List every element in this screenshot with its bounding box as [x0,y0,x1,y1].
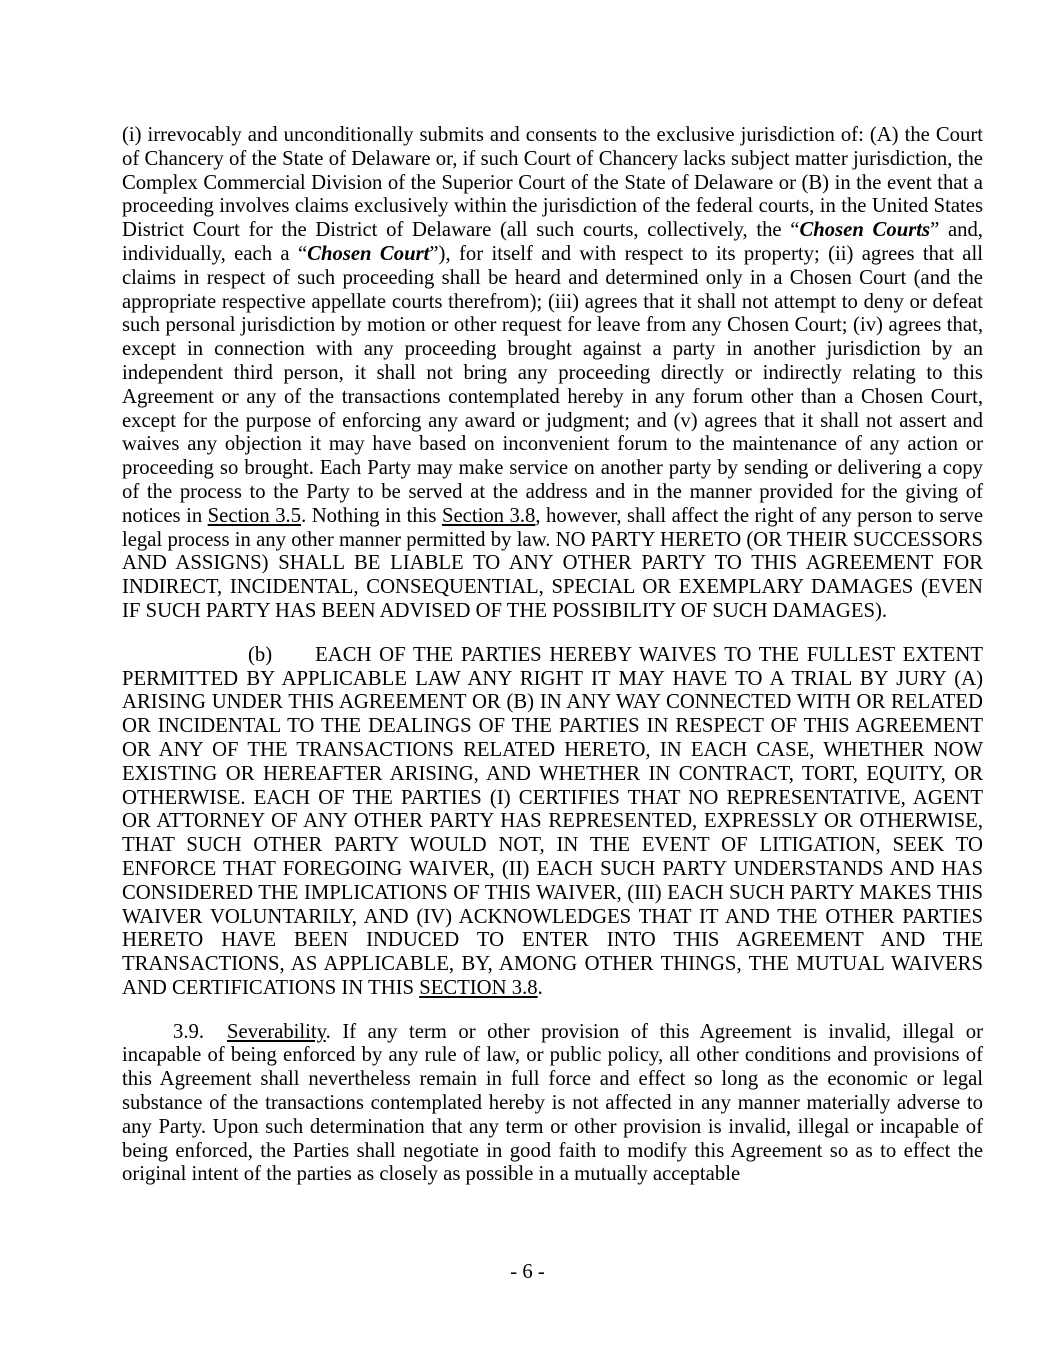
section-3-5-reference: Section 3.5 [207,504,302,527]
paragraph-jury-waiver [122,644,983,1001]
section-3-8-caps-reference: SECTION 3.8 [419,976,538,999]
tab-spacer [204,1037,227,1038]
defined-term-chosen-court: Chosen Court [307,242,430,265]
page-number: - 6 - [510,1261,545,1283]
jurisdiction-between-terms-text: ” and, individually, each a “ [122,219,983,265]
severability-body-text: . If any term or other provision of this Agreement is invalid, illegal or incapable of being enforced by any rule of law, or public policy, all other conditions and provisions of this Agreement shall nevertheless remain in full force and effect so long as the economic or legal substance of the transactions contemplated hereby is not affected in any manner materially adverse to any Party. Upon such determination that any term or other provision is invalid, illegal or incapable of being enforced, the Parties shall negotiate in good faith to modify this Agreement so as to effect the original intent of the parties as closely as possible in a mutually acceptable [122,1020,983,1186]
clause-label-b: (b) [248,643,273,666]
document-body [122,124,983,1187]
section-3-8-reference: Section 3.8 [441,504,536,527]
jurisdiction-after-3-5-text: . Nothing in this [301,504,442,527]
paragraph-jurisdiction-submission [122,124,983,624]
severability-heading: Severability [227,1020,326,1043]
jury-waiver-body-text: EACH OF THE PARTIES HEREBY WAIVES TO THE FULLEST EXTENT PERMITTED BY APPLICABLE LAW ANY RIGHT IT MAY HAVE TO A TRIAL BY JURY (A) ARISING UNDER THIS AGREEMENT OR (B) IN ANY WAY CONNECTED WITH OR RELATED OR INCIDENTAL TO THE DEALINGS OF THE PARTIES IN RESPECT OF THIS AGREEMENT OR ANY OF THE TRANSACTIONS RELATED HERETO, IN EACH CASE, WHETHER NOW EXISTING OR HEREAFTER ARISING, AND WHETHER IN CONTRACT, TORT, EQUITY, OR OTHERWISE. EACH OF THE PARTIES (I) CERTIFIES THAT NO REPRESENTATIVE, AGENT OR ATTORNEY OF ANY OTHER PARTY HAS REPRESENTED, EXPRESSLY OR OTHERWISE, THAT SUCH OTHER PARTY WOULD NOT, IN THE EVENT OF LITIGATION, SEEK TO ENFORCE THAT FOREGOING WAIVER, (II) EACH SUCH PARTY UNDERSTANDS AND HAS CONSIDERED THE IMPLICATIONS OF THIS WAIVER, (III) EACH SUCH PARTY MAKES THIS WAIVER VOLUNTARILY, AND (IV) ACKNOWLEDGES THAT IT AND THE OTHER PARTIES HERETO HAVE BEEN INDUCED TO ENTER INTO THIS AGREEMENT AND THE TRANSACTIONS, AS APPLICABLE, BY, AMONG OTHER THINGS, THE MUTUAL WAIVERS AND CERTIFICATIONS IN THIS [122,643,983,999]
paragraph-severability [122,1021,983,1188]
tab-spacer [272,660,315,661]
jurisdiction-tail-text: , however, shall affect the right of any person to serve legal process in any other manner permitted by law. NO PARTY HERETO (OR THEIR SUCCESSORS AND ASSIGNS) SHALL BE LIABLE TO ANY OTHER PARTY TO THIS AGREEMENT FOR INDIRECT, INCIDENTAL, CONSEQUENTIAL, SPECIAL OR EXEMPLARY DAMAGES (EVEN IF SUCH PARTY HAS BEEN ADVISED OF THE POSSIBILITY OF SUCH DAMAGES). [122,504,984,622]
jurisdiction-main-text: ”), for itself and with respect to its property; (ii) agrees that all claims in respect of such proceeding shall be heard and determined only in a Chosen Court (and the appropriate respective appellate courts therefrom); (iii) agrees that it shall not attempt to deny or defeat such personal jurisdiction by motion or other request for leave from any Chosen Court; (iv) agrees that, except in connection with any proceeding brought against a party in another jurisdiction by an independent third person, it shall not bring any proceeding directly or indirectly relating to this Agreement or any of the transactions contemplated hereby in any forum other than a Chosen Court, except for the purpose of enforcing any award or judgment; and (v) agrees that it shall not assert and waives any objection it may have based on inconvenient forum to the maintenance of any action or proceeding so brought. Each Party may make service on another party by sending or delivering a copy of the process to the Party to be served at the address and in the manner provided for the giving of notices in [122,242,983,527]
jurisdiction-intro-text: (i) irrevocably and unconditionally submits and consents to the exclusive jurisdiction of: (A) the Court of Chancery of the State of Delaware or, if such Court of Chancery lacks subject matter jurisdiction, the Complex Commercial Division of the Superior Court of the State of Delaware or (B) in the event that a proceeding involves claims exclusively within the jurisdiction of the federal courts, in the United States District Court for the District of Delaware (all such courts, collectively, the “ [122,124,983,242]
defined-term-chosen-courts: Chosen Courts [799,219,931,242]
jury-waiver-tail-text: . [537,976,543,999]
page-footer [0,1261,1055,1285]
section-number-3-9: 3.9. [173,1020,205,1043]
